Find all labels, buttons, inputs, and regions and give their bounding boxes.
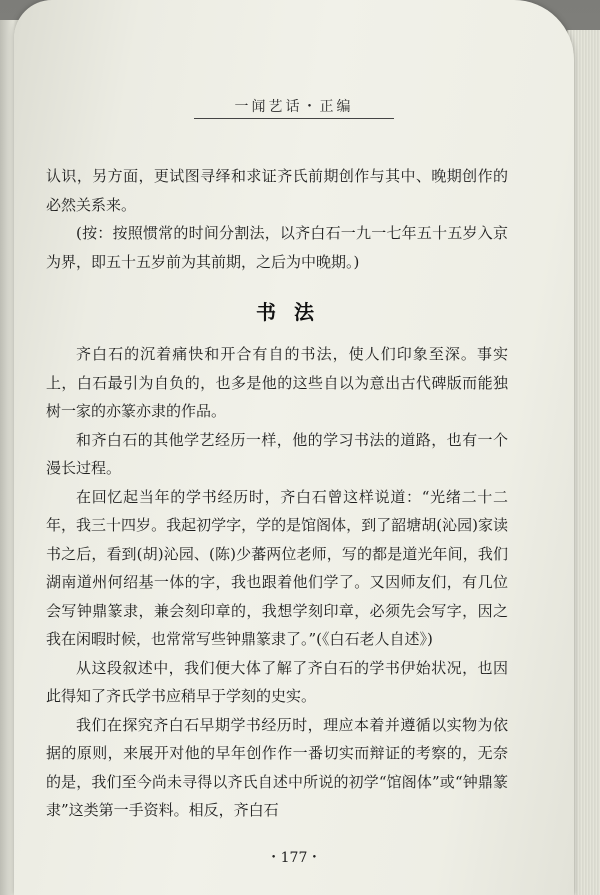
intro-text <box>46 162 508 276</box>
running-head-rule <box>194 118 394 119</box>
book-page <box>14 0 574 895</box>
running-head: 一闻艺话・正编 <box>234 99 354 115</box>
body-paragraph: 齐白石的沉着痛快和开合有自的书法，使人们印象至深。事实上，白石最引为自负的，也多是他的这些自以为意出古代碑版而能独树一家的亦篆亦隶的作品。 <box>46 345 508 420</box>
body-paragraph: 从这段叙述中，我们便大体了解了齐白石的学书伊始状况，也因此得知了齐氏学书应稍早于学刻的史实。 <box>46 658 508 705</box>
body-paragraph: 我们在探究齐白石早期学书经历时，理应本着并遵循以实物为依据的原则，来展开对他的早年创作作一番切实而辩证的考察的，无奈的是，我们至今尚未寻得以齐氏自述中所说的初学“馆阁体”或“钟鼎篆隶”这类第一手资料。相反，齐白石 <box>46 715 508 819</box>
body-paragraph: 和齐白石的其他学艺经历一样，他的学习书法的道路，也有一个漫长过程。 <box>46 430 508 477</box>
body-text <box>46 340 508 825</box>
intro-note: (按：按照惯常的时间分割法，以齐白石一九一七年五十五岁入京为界，即五十五岁前为其前期，之后为中晚期。) <box>46 224 508 271</box>
page-number: ・177・ <box>266 850 322 866</box>
section-title: 书法 <box>256 300 332 324</box>
body-paragraph: 在回忆起当年的学书经历时，齐白石曾这样说道：“光绪二十二年，我三十四岁。我起初学字，学的是馆阁体，到了韶塘胡(沁园)家读书之后，看到(胡)沁园、(陈)少蕃两位老师，写的都是道光年间，我们湖南道州何绍基一体的字，我也跟着他们学了。又因师友们，有几位会写钟鼎篆隶，兼会刻印章的，我想学刻印章，必须先会写字，因之我在闲暇时候，也常常写些钟鼎篆隶了。”(《白石老人自述》) <box>46 487 508 648</box>
intro-paragraph: 认识，另方面，更试图寻绎和求证齐氏前期创作与其中、晚期创作的必然关系来。 <box>46 167 508 214</box>
